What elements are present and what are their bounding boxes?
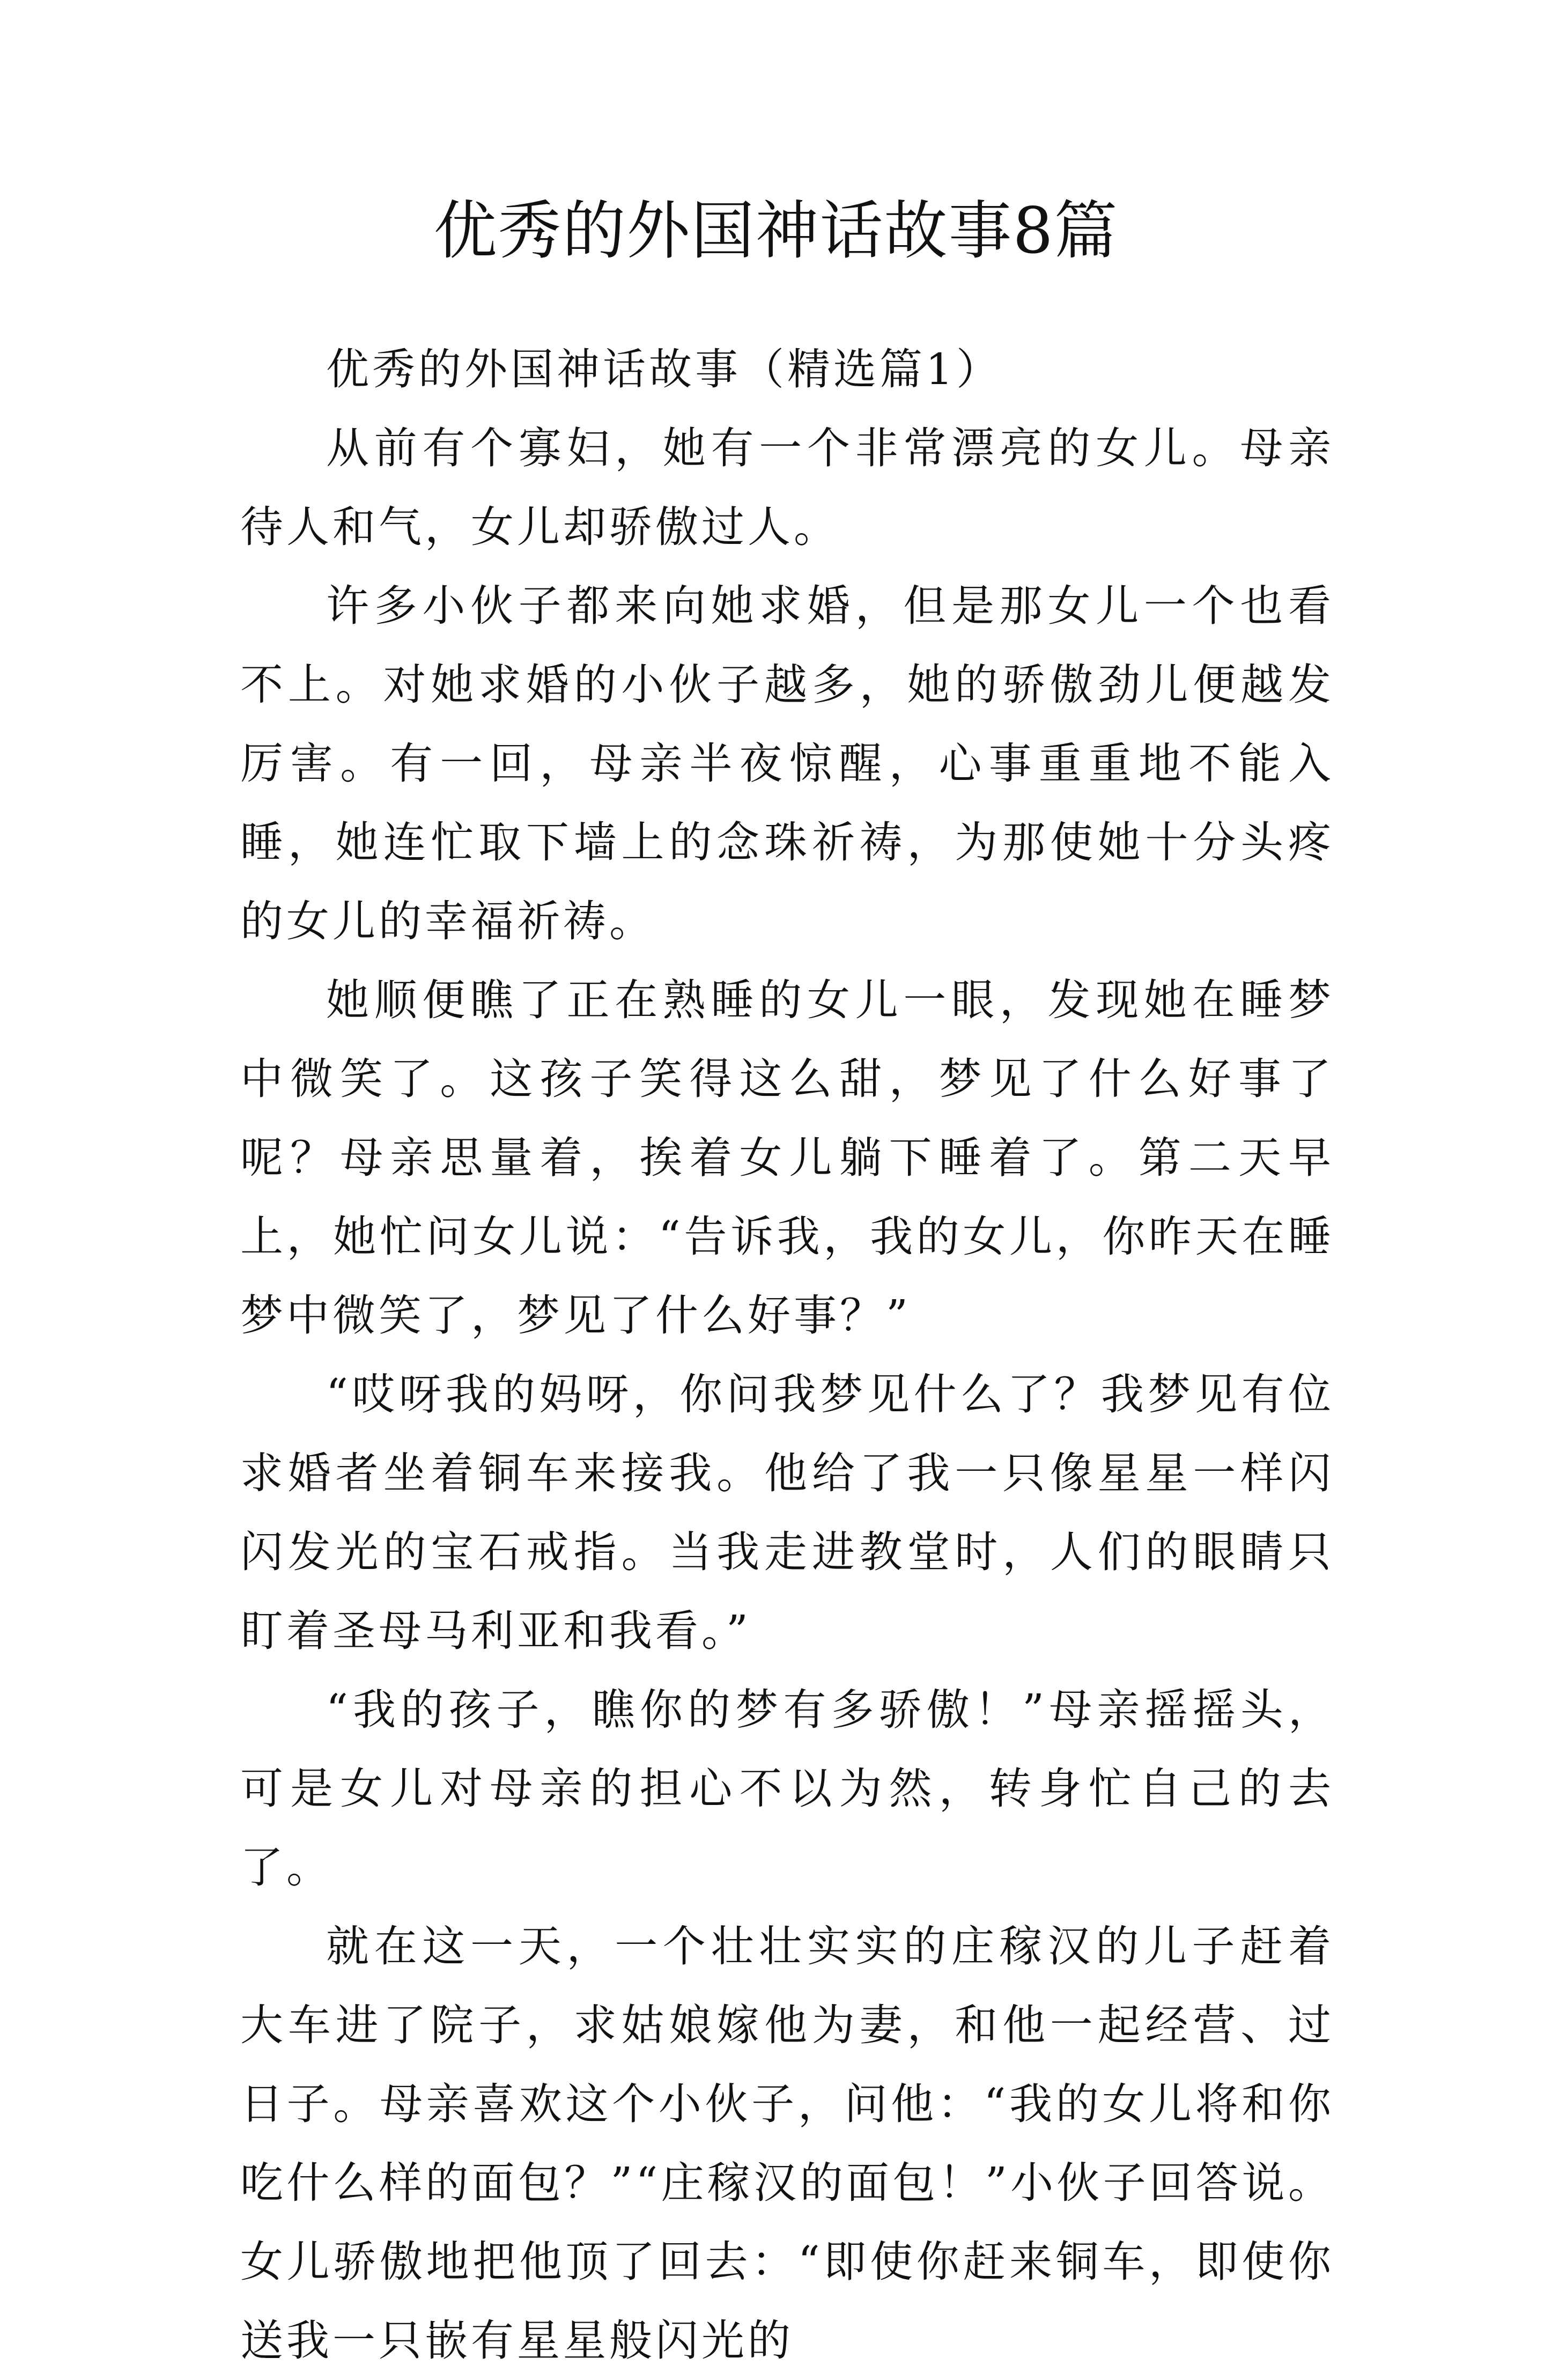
paragraph: 就在这一天，一个壮壮实实的庄稼汉的儿子赶着大车进了院子，求姑娘嫁他为妻，和他一起经营、过日子。母亲喜欢这个小伙子，问他：“我的女儿将和你吃什么样的面包？”“庄稼汉的面包！”小伙子回答说。女儿骄傲地把他顶了回去：“即使你赶来铜车，即使你送我一只嵌有星星般闪光的 [240,1921,1334,2366]
paragraph: “哎呀我的妈呀，你问我梦见什么了？我梦见有位求婚者坐着铜车来接我。他给了我一只像星星一样闪闪发光的宝石戒指。当我走进教堂时，人们的眼睛只盯着圣母马利亚和我看。” [240,1369,1334,1656]
paragraph-subheading: 优秀的外国神话故事（精选篇1） [326,344,1002,394]
paragraph: “我的孩子，瞧你的梦有多骄傲！”母亲摇摇头，可是女儿对母亲的担心不以为然，转身忙自己的去了。 [240,1685,1334,1892]
paragraph: 她顺便瞧了正在熟睡的女儿一眼，发现她在睡梦中微笑了。这孩子笑得这么甜，梦见了什么好事了呢？母亲思量着，挨着女儿躺下睡着了。第二天早上，她忙问女儿说：“告诉我，我的女儿，你昨天在睡梦中微笑了，梦见了什么好事？” [240,975,1334,1340]
document-body [240,330,1334,2380]
paragraph: 许多小伙子都来向她求婚，但是那女儿一个也看不上。对她求婚的小伙子越多，她的骄傲劲儿便越发厉害。有一回，母亲半夜惊醒，心事重重地不能入睡，她连忙取下墙上的念珠祈祷，为那使她十分头疼的女儿的幸福祈祷。 [240,581,1334,946]
paragraph: 从前有个寡妇，她有一个非常漂亮的女儿。母亲待人和气，女儿却骄傲过人。 [240,423,1334,552]
document-title: 优秀的外国神话故事8篇 [433,194,1119,268]
